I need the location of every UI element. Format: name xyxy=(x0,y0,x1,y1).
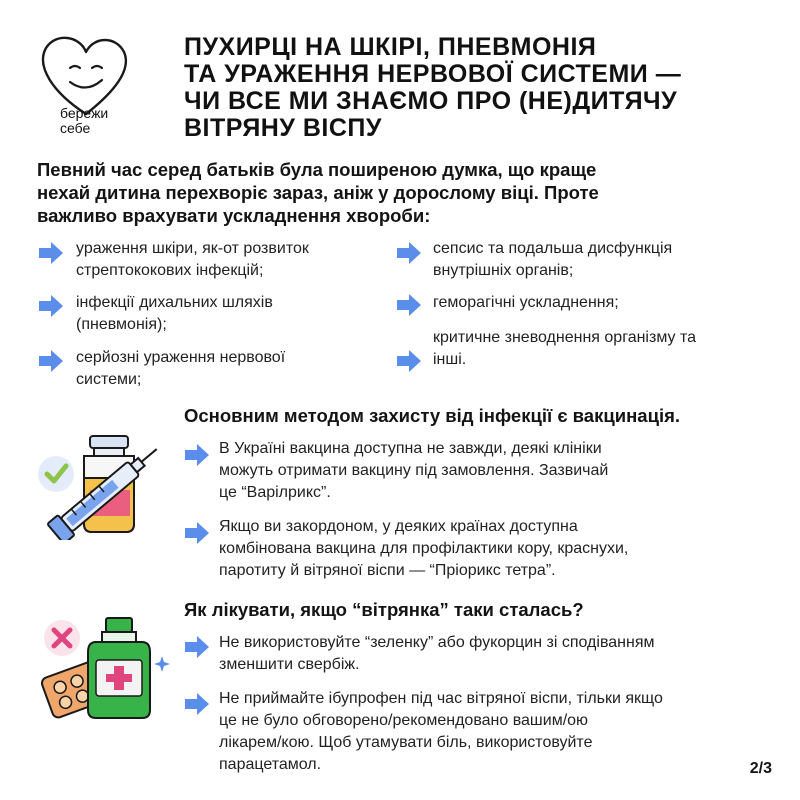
title-line-4: ВІТРЯНУ ВІСПУ xyxy=(184,114,382,142)
list-item-line: лікарем/кою. Щоб утамувати біль, використовуйте xyxy=(219,734,593,751)
list-item-line: (пневмонія); xyxy=(76,316,167,333)
intro-paragraph xyxy=(37,158,737,227)
treatment-heading: Як лікувати, якщо “вітрянка” таки сталась? xyxy=(184,599,584,620)
intro-line-3: важливо врахувати ускладнення хвороби: xyxy=(37,205,431,226)
list-item-line: інші. xyxy=(433,351,467,368)
list-item-line: внутрішніх органів; xyxy=(433,262,574,279)
list-item-line: Якщо ви закордоном, у деяких країнах доступна xyxy=(219,518,578,535)
list-item-line: Не приймайте ібупрофен під час вітряної віспи, тільки якщо xyxy=(219,690,663,707)
list-item xyxy=(433,292,619,314)
list-item xyxy=(219,516,628,582)
list-item-line: ураження шкіри, як-от розвиток xyxy=(76,240,309,257)
list-item-line: парацетамол. xyxy=(219,756,322,773)
list-item xyxy=(219,688,663,776)
list-item-line: паротиту й вітряної віспи — “Пріорикс тетра”. xyxy=(219,562,556,579)
list-item xyxy=(219,438,608,504)
list-item-line: Не використовуйте “зеленку” або фукорцин зі сподіванням xyxy=(219,634,655,651)
arrow-right-icon xyxy=(184,442,210,468)
list-item xyxy=(433,238,672,282)
page-number: 2/3 xyxy=(749,760,772,777)
arrow-right-icon xyxy=(396,240,422,266)
arrow-right-icon xyxy=(184,691,210,717)
list-item-line: зменшити свербіж. xyxy=(219,656,360,673)
arrow-right-icon xyxy=(38,240,64,266)
list-item-line: критичне зневоднення організму та xyxy=(433,329,696,346)
page-title xyxy=(184,34,774,142)
arrow-right-icon xyxy=(184,634,210,660)
brand-name xyxy=(60,106,108,136)
list-item-line: геморагічні ускладнення; xyxy=(433,294,619,311)
title-line-2: ТА УРАЖЕННЯ НЕРВОВОЇ СИСТЕМИ — xyxy=(184,60,682,88)
title-line-3: ЧИ ВСЕ МИ ЗНАЄМО ПРО (НЕ)ДИТЯЧУ xyxy=(184,87,678,115)
list-item-line: системи; xyxy=(76,371,142,388)
title-line-1: ПУХИРЦІ НА ШКІРІ, ПНЕВМОНІЯ xyxy=(184,33,597,61)
list-item-line: це “Варілрикс”. xyxy=(219,484,331,501)
list-item-line: В Україні вакцина доступна не завжди, деякі клініки xyxy=(219,440,602,457)
list-item-line: сепсис та подальша дисфункція xyxy=(433,240,673,257)
list-item xyxy=(219,632,655,676)
list-item-line: це не було обговорено/рекомендовано вашим/ою xyxy=(219,712,589,729)
arrow-right-icon xyxy=(184,520,210,546)
arrow-right-icon xyxy=(38,293,64,319)
arrow-right-icon xyxy=(396,292,422,318)
list-item-line: можуть отримати вакцину під замовлення. Зазвичай xyxy=(219,462,609,479)
intro-line-1: Певний час серед батьків була поширеною думка, що краще xyxy=(37,159,597,180)
list-item xyxy=(76,292,273,336)
list-item xyxy=(76,347,285,391)
brand-line-1: бережи xyxy=(60,105,109,121)
list-item-line: стрептококових інфекцій; xyxy=(76,262,264,279)
arrow-right-icon xyxy=(396,348,422,374)
syringe-vaccine-illustration xyxy=(34,428,174,540)
vaccination-heading: Основним методом захисту від інфекції є вакцинація. xyxy=(184,405,681,426)
list-item xyxy=(433,327,696,371)
brand-line-2: себе xyxy=(60,120,91,136)
arrow-right-icon xyxy=(38,348,64,374)
list-item-line: комбінована вакцина для профілактики кору, краснухи, xyxy=(219,540,629,557)
list-item-line: інфекції дихальних шляхів xyxy=(76,294,273,311)
intro-line-2: нехай дитина перехворіє зараз, аніж у дорослому віці. Проте xyxy=(37,182,599,203)
medicine-bottle-illustration xyxy=(36,610,176,720)
list-item-line: серйозні ураження нервової xyxy=(76,349,286,366)
list-item xyxy=(76,238,309,282)
